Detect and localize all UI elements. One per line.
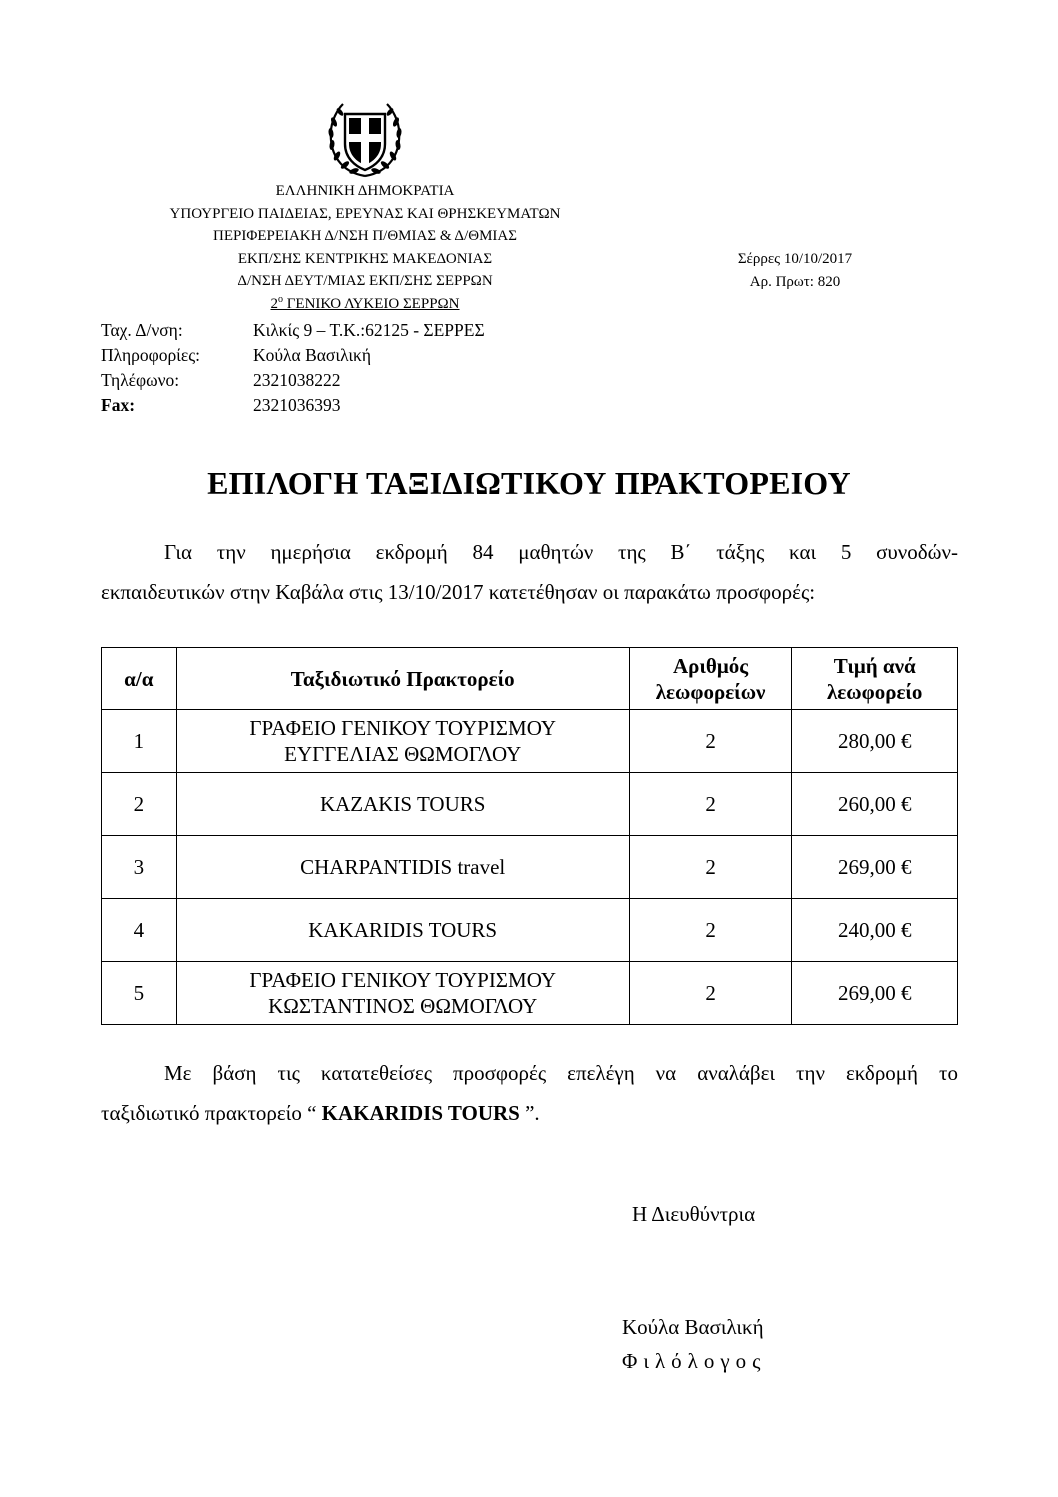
row-buses: 2 [629,836,792,899]
row-agency [176,962,629,1025]
agency-line: KAKARIDIS TOURS [308,918,498,942]
intro-paragraph [101,532,958,612]
row-price: 240,00 € [792,899,958,962]
contact-value: 2321038222 [253,370,341,390]
table-row [102,899,958,962]
agency-line: ΕΥΓΓΕΛΙΑΣ ΘΩΜΟΓΛΟΥ [284,742,522,766]
intro-line: Για την ημερήσια εκδρομή 84 μαθητών της Β΄ τάξης και 5 συνοδών- [164,540,958,564]
row-agency [176,773,629,836]
table-row [102,773,958,836]
contact-row [101,393,485,418]
selected-agency: KAKARIDIS TOURS [321,1101,520,1125]
row-buses: 2 [629,899,792,962]
row-price: 269,00 € [792,962,958,1025]
contact-label: Fax: [101,395,136,415]
issuing-authority-header [60,180,670,316]
agency-line: ΚΩΣΤΑΝΤΙΝΟΣ ΘΩΜΟΓΛΟΥ [268,994,538,1018]
greek-emblem-icon [323,100,407,180]
conclusion-suffix: ”. [519,1101,540,1125]
header-buses [629,648,792,710]
intro-line: εκπαιδευτικών στην Καβάλα στις 13/10/2017 κατετέθησαν οι παρακάτω προσφορές: [101,580,816,604]
school-number: 2 [270,295,278,312]
table-row [102,962,958,1025]
header-agency: Ταξιδιωτικό Πρακτορείο [176,648,629,710]
row-aa: 5 [102,962,177,1025]
agency-line: KAZAKIS TOURS [319,792,486,816]
contact-row [101,368,485,393]
contact-row [101,343,485,368]
row-buses: 2 [629,773,792,836]
protocol-number: Αρ. Πρωτ: 820 [749,274,841,290]
contact-row [101,318,485,343]
school-ordinal-suffix: ο [277,293,283,305]
document-date: Σέρρες 10/10/2017 [737,251,853,267]
contact-value: Κούλα Βασιλική [253,345,372,365]
row-buses: 2 [629,962,792,1025]
contact-label: Πληροφορίες: [101,345,201,365]
signatory-title: Φιλόλογος [622,1349,767,1373]
row-agency [176,899,629,962]
row-aa: 4 [102,899,177,962]
contact-label: Ταχ. Δ/νση: [101,320,183,340]
conclusion-line [101,1093,958,1133]
row-aa: 2 [102,773,177,836]
table-header-row [102,648,958,710]
row-price: 260,00 € [792,773,958,836]
header-line: Δ/ΝΣΗ ΔΕΥΤ/ΜΙΑΣ ΕΚΠ/ΣΗΣ ΣΕΡΡΩΝ [237,273,493,290]
row-agency [176,836,629,899]
date-protocol-block [700,248,890,294]
school-name [60,293,670,316]
contact-info [101,318,485,418]
header-price-line: λεωφορείο [826,679,923,704]
header-line: ΕΚΠ/ΣΗΣ ΚΕΝΤΡΙΚΗΣ ΜΑΚΕΔΟΝΙΑΣ [237,250,493,267]
table-row [102,710,958,773]
header-aa: α/α [102,648,177,710]
header-line: ΠΕΡΙΦΕΡΕΙΑΚΗ Δ/ΝΣΗ Π/ΘΜΙΑΣ & Δ/ΘΜΙΑΣ [213,228,517,245]
table-row [102,836,958,899]
agency-line: ΓΡΑΦΕΙΟ ΓΕΝΙΚΟΥ ΤΟΥΡΙΣΜΟΥ [249,968,556,992]
header-price [792,648,958,710]
row-price: 269,00 € [792,836,958,899]
contact-value: 2321036393 [253,395,341,415]
row-price: 280,00 € [792,710,958,773]
contact-value: Κιλκίς 9 – Τ.Κ.:62125 - ΣΕΡΡΕΣ [253,320,485,340]
school-name-rest: ΓΕΝΙΚΟ ΛΥΚΕΙΟ ΣΕΡΡΩΝ [282,295,460,312]
conclusion-paragraph [101,1053,958,1133]
header-buses-line: λεωφορείων [655,679,766,704]
agency-line: CHARPANTIDIS travel [300,855,506,879]
header-line: ΥΠΟΥΡΓΕΙΟ ΠΑΙΔΕΙΑΣ, ΕΡΕΥΝΑΣ ΚΑΙ ΘΡΗΣΚΕΥΜΑΤΩΝ [169,205,561,222]
document-title: ΕΠΙΛΟΓΗ ΤΑΞΙΔΙΩΤΙΚΟΥ ΠΡΑΚΤΟΡΕΙΟΥ [207,465,851,501]
offers-table [101,647,958,1025]
conclusion-line: Με βάση τις κατατεθείσες προσφορές επελέγη να αναλάβει την εκδρομή το [164,1061,958,1085]
signatory-name: Κούλα Βασιλική [622,1315,764,1339]
conclusion-prefix: ταξιδιωτικό πρακτορείο “ [101,1101,322,1125]
agency-line: ΓΡΑΦΕΙΟ ΓΕΝΙΚΟΥ ΤΟΥΡΙΣΜΟΥ [249,716,556,740]
row-aa: 1 [102,710,177,773]
contact-label: Τηλέφωνο: [101,370,180,390]
header-price-line: Τιμή ανά [833,653,916,678]
row-agency [176,710,629,773]
signatory-role: Η Διευθύντρια [632,1202,756,1226]
header-buses-line: Αριθμός [673,653,749,678]
row-aa: 3 [102,836,177,899]
header-line: ΕΛΛΗΝΙΚΗ ΔΗΜΟΚΡΑΤΙΑ [275,183,455,199]
row-buses: 2 [629,710,792,773]
